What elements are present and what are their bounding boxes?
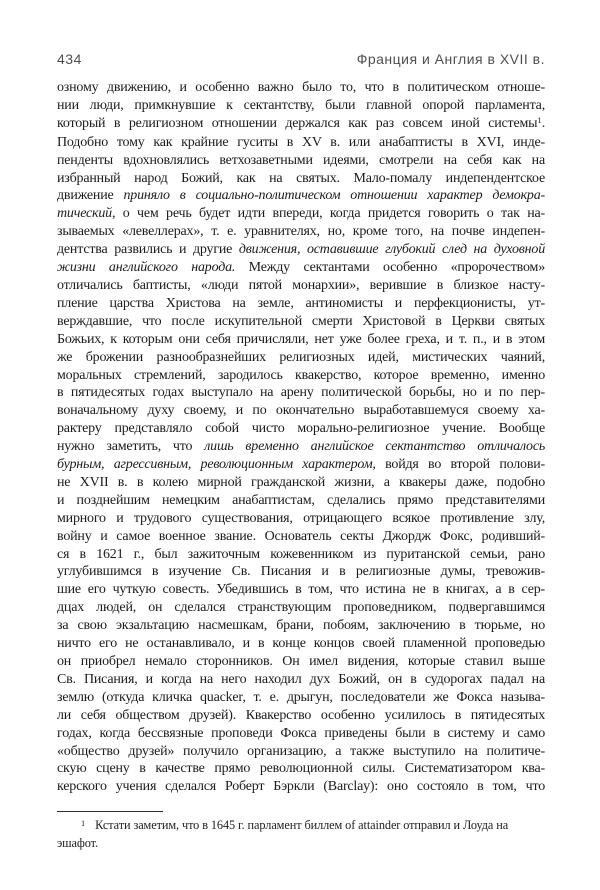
text-segment: бурным, агрессивным, революционным характером, <box>57 457 376 473</box>
text-line <box>57 402 545 420</box>
text-segment: нужно заметить, что <box>57 439 205 455</box>
text-line <box>57 528 545 546</box>
text-line <box>57 223 545 241</box>
text-segment: шие его чуткую совесть. Убедившись в том, что истина не в книгах, а в сер- <box>57 582 545 598</box>
running-title: Франция и Англия в XVII в. <box>356 51 545 67</box>
text-segment: Божьих, к которым они себя причисляли, нет уже более греха, и т. п., и в этом <box>57 331 545 347</box>
text-line <box>57 152 545 170</box>
text-segment: скую сцену в качестве прямо революционной силы. Систематизатором ква- <box>57 761 545 777</box>
text-segment: керского учения сделался Роберт Бэркли (Barclay): оно состояло в том, что <box>57 779 545 795</box>
footnote-marker: 1 <box>81 818 86 828</box>
text-segment: движения, оставившие глубокий след на духовной <box>238 242 545 258</box>
text-segment: за свою экзальтацию насмешкам, брани, побоям, заключению в тюрьме, но <box>57 618 545 634</box>
text-segment: углубившимся в изучение Св. Писания и в религиозные думы, тревожив- <box>57 564 545 580</box>
text-line <box>57 778 545 796</box>
text-segment: отличались баптисты, «люди пятой монархии», верившие в близкое насту- <box>57 277 545 293</box>
page-header <box>57 51 545 67</box>
text-line <box>57 384 545 402</box>
text-line <box>57 134 545 152</box>
text-segment: же брожении разнообразнейших религиозных идей, мистических чаяний, <box>57 349 545 365</box>
text-line <box>57 277 545 295</box>
text-segment: нии люди, примкнувшие к сектантству, были главной опорой парламента, <box>57 97 545 113</box>
text-line <box>57 331 545 349</box>
text-line <box>57 599 545 617</box>
text-segment: землю (откуда кличка quacker, т. е. дрыгун, последователи же Фокса называ- <box>57 689 545 705</box>
text-segment: ничто его не останавливало, и в конце концов своей пламенной проповедью <box>57 636 545 652</box>
text-segment: дентства развились и другие <box>57 242 239 258</box>
text-segment: 1 <box>537 114 542 125</box>
text-line <box>57 707 545 725</box>
text-segment: жизни английского народа. <box>57 260 236 276</box>
text-segment: рактеру представляло собой чисто морально-религиозное учение. Вообще <box>57 421 545 437</box>
text-segment: ся в 1621 г., был зажиточным кожевенником из пуританской семьи, рано <box>57 546 545 562</box>
text-segment: дцах людей, он сделался странствующим проповедником, подвергавшимся <box>57 600 545 616</box>
text-line <box>57 689 545 707</box>
text-line <box>57 743 545 761</box>
text-line <box>57 349 545 367</box>
text-segment: , о чем речь будет идти впереди, когда придется говорить о так на- <box>111 206 545 222</box>
text-segment: который в религиозном отношении держался как раз совсем иной системы <box>57 115 538 131</box>
text-segment: тический <box>57 206 112 222</box>
text-line <box>57 510 545 528</box>
footnote-rule <box>57 811 163 812</box>
text-segment: приняло в социально-политическом отношении характер демокра- <box>123 188 545 204</box>
text-segment: и позднейшим немецким анабаптистам, сделались прямо представителями <box>57 492 545 508</box>
text-segment: войдя во второй полови- <box>375 457 545 473</box>
text-segment: моральных стремлений, зародилось квакерство, которое временно, именно <box>57 367 545 383</box>
text-segment: он приобрел немало сторонников. Он имел видения, которые ставил выше <box>57 654 545 669</box>
text-segment: пенденты вдохновлялись ветхозаветными идеями, смотрели на себя как на <box>57 152 545 168</box>
text-line <box>57 671 545 689</box>
text-segment: воначальному духу своему, и по окончательно выработавшемуся своему ха- <box>57 403 545 419</box>
text-line <box>57 295 545 313</box>
text-line <box>57 205 545 223</box>
text-line <box>57 725 545 743</box>
text-segment: в пятидесятых годах выступало на арену политической борьбы, но и по пер- <box>57 385 545 401</box>
text-line <box>57 187 545 205</box>
body-text <box>57 79 545 796</box>
text-segment: годах, когда бессвязные проповеди Фокса приведены были в систему и само <box>57 725 545 741</box>
text-line <box>57 367 545 385</box>
text-segment: мирного и трудового существования, отрицающего всякое противление злу, <box>57 510 545 526</box>
text-line <box>57 653 545 671</box>
text-line <box>57 420 545 438</box>
text-segment: . <box>541 115 545 131</box>
text-line <box>57 492 545 510</box>
text-line <box>57 581 545 599</box>
text-line <box>57 170 545 188</box>
text-segment: лишь временно английское сектантство отличалось <box>204 439 546 455</box>
text-line <box>57 115 545 134</box>
text-segment: пление царства Христова на земле, антиномисты и перфекционисты, ут- <box>57 295 545 311</box>
text-segment: Подобно тому как крайние гуситы в XV в. или анабаптисты в XVI, инде- <box>57 134 545 150</box>
text-line <box>57 474 545 492</box>
text-line <box>57 456 545 474</box>
text-line <box>57 760 545 778</box>
text-segment: Св. Писания, и когда на него находил дух Божий, он в судорогах падал на <box>57 671 545 687</box>
text-line <box>57 438 545 456</box>
text-line <box>57 563 545 581</box>
text-segment: избранный народ Божий, как на святых. Мало-помалу индепендентское <box>57 170 545 186</box>
text-segment: озному движению, и особенно важно было то, что в политическом отноше- <box>57 80 545 95</box>
text-line <box>57 546 545 564</box>
footnote-text: Кстати заметим, что в 1645 г. парламент биллем of attainder отправил и Лоуда на эшафот. <box>57 818 509 850</box>
text-segment: не XVII в. в колею мирной гражданской жизни, а квакеры даже, подобно <box>57 474 545 490</box>
text-line <box>57 635 545 653</box>
text-line <box>57 617 545 635</box>
text-line <box>57 97 545 115</box>
text-line <box>57 313 545 331</box>
text-segment: «общество друзей» получило организацию, а также выступило на политиче- <box>57 743 545 759</box>
text-segment: движение <box>57 188 124 204</box>
text-segment: верждавшие, что после искупительной смерти Христовой в Церкви святых <box>57 313 545 329</box>
text-segment: Между сектантами особенно «пророчеством» <box>235 260 545 276</box>
text-line <box>57 259 545 277</box>
text-line <box>57 241 545 259</box>
page-number: 434 <box>57 51 82 67</box>
text-segment: войну и самое военное звание. Основатель секты Джордж Фокс, родивший- <box>57 528 545 544</box>
footnote <box>57 817 545 851</box>
text-line <box>57 79 545 97</box>
text-segment: ли себя обществом друзей). Квакерство особенно усилилось в пятидесятых <box>57 707 545 723</box>
text-segment: зываемых «левеллерах», т. е. уравнителях, но, кроме того, на почве индепен- <box>57 224 545 240</box>
